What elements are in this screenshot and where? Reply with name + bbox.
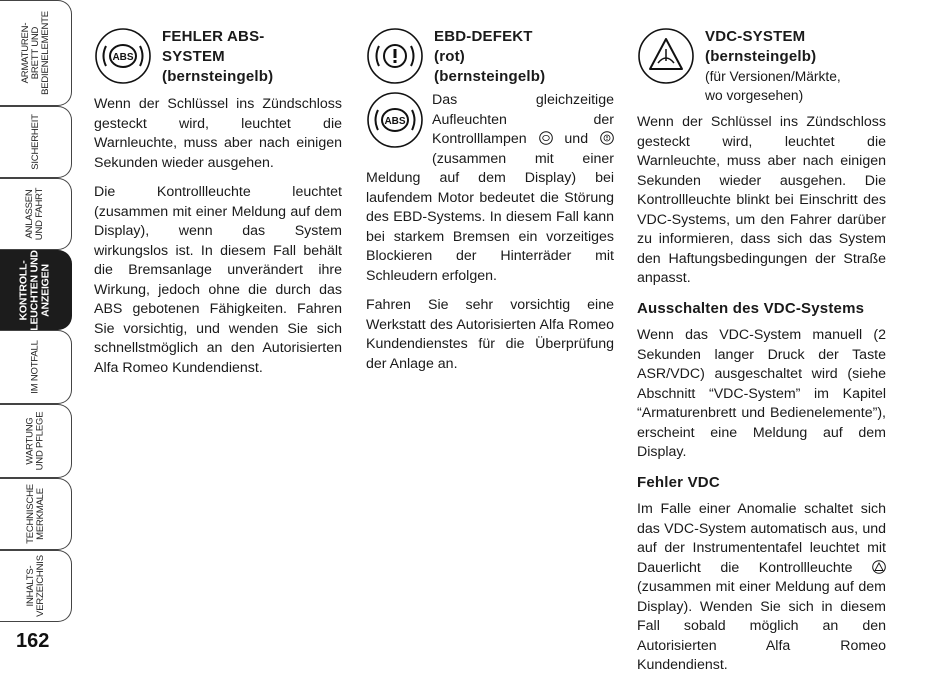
abs-paragraph-2: Die Kontrollleuchte leuchtet (zusammen mit einer Meldung auf dem Display), wenn das System wirkungslos ist. In diesem Fall behält die Bremsanlage unverändert ihre Wirkung, jedoch ohne die durch das ABS gebotenen Fähigkeiten. Fahren Sie vorsichtig, und wenden Sie sich schnellstmöglich an den Autorisierten Alfa Romeo Kundendienst.: [94, 184, 342, 376]
column-abs: [94, 27, 342, 388]
tab-kontrollleuchten[interactable]: [0, 250, 72, 330]
tab-label: ARMATUREN- BRETT UND BEDIENELEMENTE: [19, 11, 51, 95]
vdc-paragraph-1: Wenn der Schlüssel ins Zündschloss gesteckt wird, leuchtet die Warnleuchte, muss aber nach einigen Sekunden wieder ausgehen. Die Kontrollleuchte blinkt bei Einschritt des VDC-Systems, um den Fahrer darüber zu informieren, dass sich das System den Haftungsbedingungen der Straße anpasst.: [637, 114, 886, 286]
column-ebd: [366, 27, 614, 384]
vdc-inline-icon: [872, 560, 886, 574]
abs-title-2: SYSTEM: [162, 48, 225, 65]
vdc-subheading-fault: Fehler VDC: [637, 473, 720, 491]
ebd-title-3: (bernsteingelb): [434, 68, 546, 85]
tab-inhaltsverzeichnis[interactable]: [0, 550, 72, 622]
abs-warning-icon: [366, 91, 424, 149]
ebd-heading: [366, 27, 614, 87]
abs-warning-icon: [94, 27, 152, 85]
tab-label: INHALTS- VERZEICHNIS: [24, 555, 46, 617]
abs-title-1: FEHLER ABS-: [162, 28, 265, 45]
vdc-title-2: (bernsteingelb): [705, 48, 817, 65]
tab-label: ANLASSEN UND FAHRT: [24, 187, 46, 241]
svg-text:ABS: ABS: [384, 116, 406, 127]
tab-label: KONTROLL- LEUCHTEN UND ANZEIGEN: [18, 249, 52, 331]
abs-title-3: (bernsteingelb): [162, 68, 274, 85]
tab-technische-merkmale[interactable]: [0, 478, 72, 550]
vdc-subheading-off: Ausschalten des VDC-Systems: [637, 299, 865, 317]
vdc-warning-icon: [637, 27, 695, 85]
tab-wartung[interactable]: [0, 404, 72, 478]
tab-armaturenbrett[interactable]: [0, 0, 72, 106]
brake-inline-icon: [600, 131, 614, 145]
tab-label: SICHERHEIT: [29, 114, 41, 170]
vdc-subtitle-2: wo vorgesehen): [705, 88, 804, 103]
tab-label: IM NOTFALL: [29, 340, 41, 394]
vdc-subtitle-1: (für Versionen/Märkte,: [705, 69, 841, 84]
tab-anlassen[interactable]: [0, 178, 72, 250]
vdc-paragraph-2: Wenn das VDC-System manuell (2 Sekunden langer Druck der Taste ASR/VDC) ausgeschaltet wird (siehe Abschnitt “VDC-System” im Kapitel “Armaturenbrett und Bedienelemente”), erscheint eine Meldung auf dem Display.: [637, 327, 886, 460]
page-number: 162: [16, 630, 50, 652]
ebd-title-2: (rot): [434, 48, 465, 65]
vdc-title-1: VDC-SYSTEM: [705, 28, 806, 45]
abs-paragraph-1: Wenn der Schlüssel ins Zündschloss gesteckt wird, leuchtet die Warnleuchte, muss aber nach einigen Sekunden wieder ausgehen.: [94, 96, 342, 171]
ebd-paragraph-1: Das gleichzeitige Aufleuchten der Kontrolllampen und (zusammen mit einer Meldung auf dem Display) bei laufendem Motor bedeutet die Störung des EBD-Systems. In diesem Fall kann bei starkem Bremsen ein vorzeitiges Blockieren der Hinterräder mit Schleudern erfolgen.: [366, 92, 614, 284]
chapter-sidebar: [0, 0, 72, 620]
vdc-heading: [637, 27, 886, 105]
tab-sicherheit[interactable]: [0, 106, 72, 178]
abs-inline-icon: [539, 131, 553, 145]
column-vdc: [637, 27, 886, 686]
ebd-title-1: EBD-DEFEKT: [434, 28, 533, 45]
vdc-paragraph-3: Im Falle einer Anomalie schaltet sich das VDC-System automatisch aus, und auf der Instrumententafel leuchtet mit Dauerlicht die Kontrollleuchte (zusammen mit einer Meldung auf dem Display). Wenden Sie sich in diesem Fall sobald möglich an den Autorisierten Alfa Romeo Kundendienst.: [637, 501, 886, 673]
tab-label: TECHNISCHE MERKMALE: [24, 484, 46, 544]
brake-warning-icon: [366, 27, 424, 85]
abs-heading: [94, 27, 342, 87]
ebd-paragraph-2: Fahren Sie sehr vorsichtig eine Werkstatt des Autorisierten Alfa Romeo Kundendienstes für die Überprüfung der Anlage an.: [366, 297, 614, 372]
tab-im-notfall[interactable]: [0, 330, 72, 404]
tab-label: WARTUNG UND PFLEGE: [24, 411, 46, 471]
svg-text:ABS: ABS: [112, 52, 134, 63]
